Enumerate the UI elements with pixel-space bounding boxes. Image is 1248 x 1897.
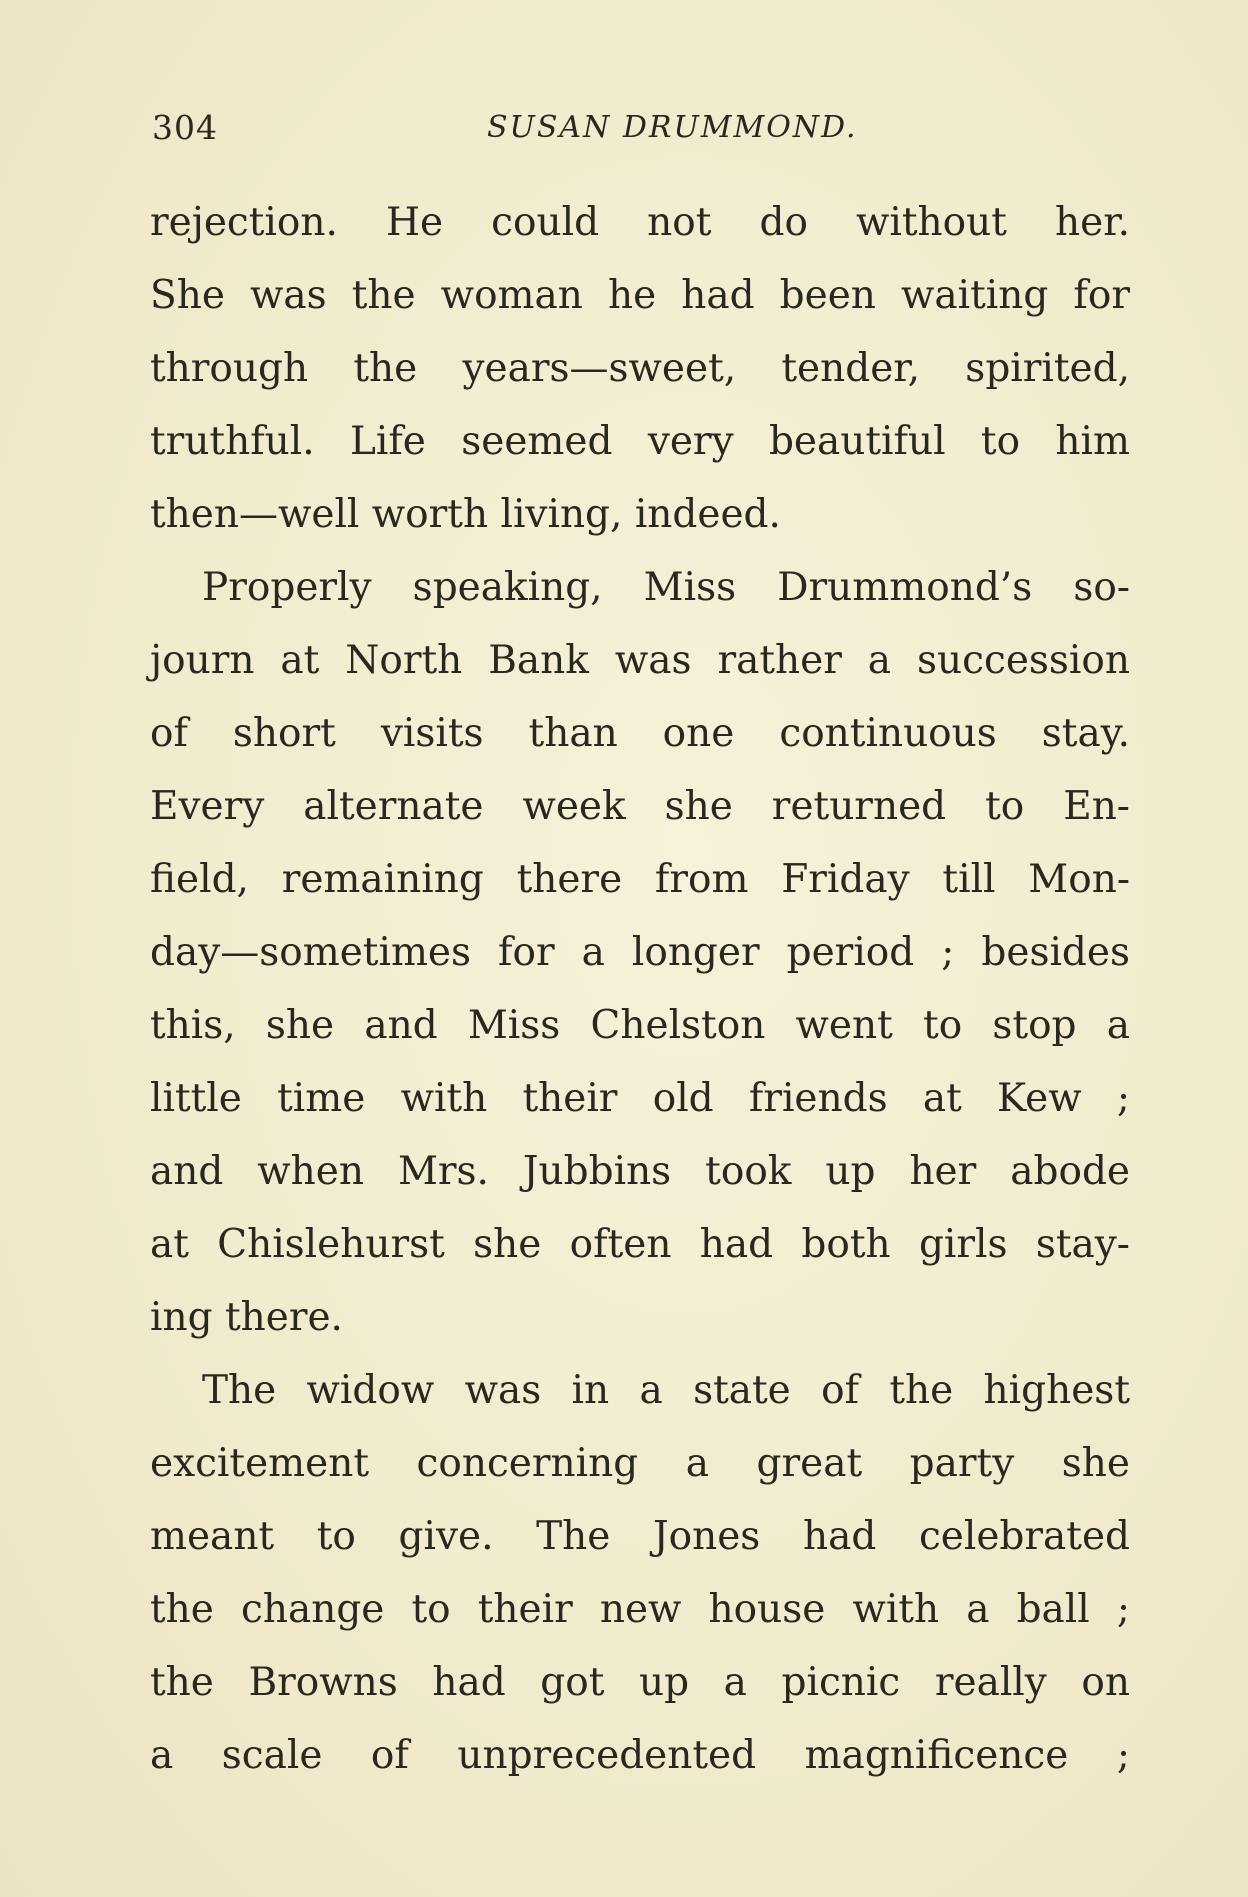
text-line: then—well worth living, indeed. [150, 492, 781, 537]
text-line: journ at North Bank was rather a succession [150, 638, 1130, 683]
text-line: rejection. He could not do without her. [150, 200, 1130, 245]
text-line: through the years—sweet, tender, spirited, [150, 346, 1130, 391]
running-title: SUSAN DRUMMOND. [487, 110, 858, 145]
text-line: Every alternate week she returned to En- [150, 784, 1130, 829]
text-line: excitement concerning a great party she [150, 1441, 1130, 1486]
text-line: this, she and Miss Chelston went to stop a [150, 1003, 1130, 1048]
text-line: the change to their new house with a ball ; [150, 1587, 1130, 1632]
page-number: 304 [152, 108, 218, 147]
text-line: truthful. Life seemed very beautiful to him [150, 419, 1130, 464]
body-text [150, 186, 1130, 1792]
paragraph-first-line: The widow was in a state of the highest [202, 1368, 1130, 1413]
text-line: ing there. [150, 1295, 343, 1340]
text-line: She was the woman he had been waiting for [150, 273, 1130, 318]
text-line: of short visits than one continuous stay. [150, 711, 1130, 756]
text-line: at Chislehurst she often had both girls stay- [150, 1222, 1130, 1267]
text-line: little time with their old friends at Kew ; [150, 1076, 1130, 1121]
paragraph-first-line: Properly speaking, Miss Drummond’s so- [202, 565, 1130, 610]
text-line: and when Mrs. Jubbins took up her abode [150, 1149, 1130, 1194]
text-line: the Browns had got up a picnic really on [150, 1660, 1130, 1705]
text-line: a scale of unprecedented magnificence ; [150, 1733, 1130, 1778]
running-head [152, 108, 1132, 148]
text-line: meant to give. The Jones had celebrated [150, 1514, 1130, 1559]
text-line: field, remaining there from Friday till Mon- [150, 857, 1130, 902]
text-line: day—sometimes for a longer period ; besides [150, 930, 1130, 975]
